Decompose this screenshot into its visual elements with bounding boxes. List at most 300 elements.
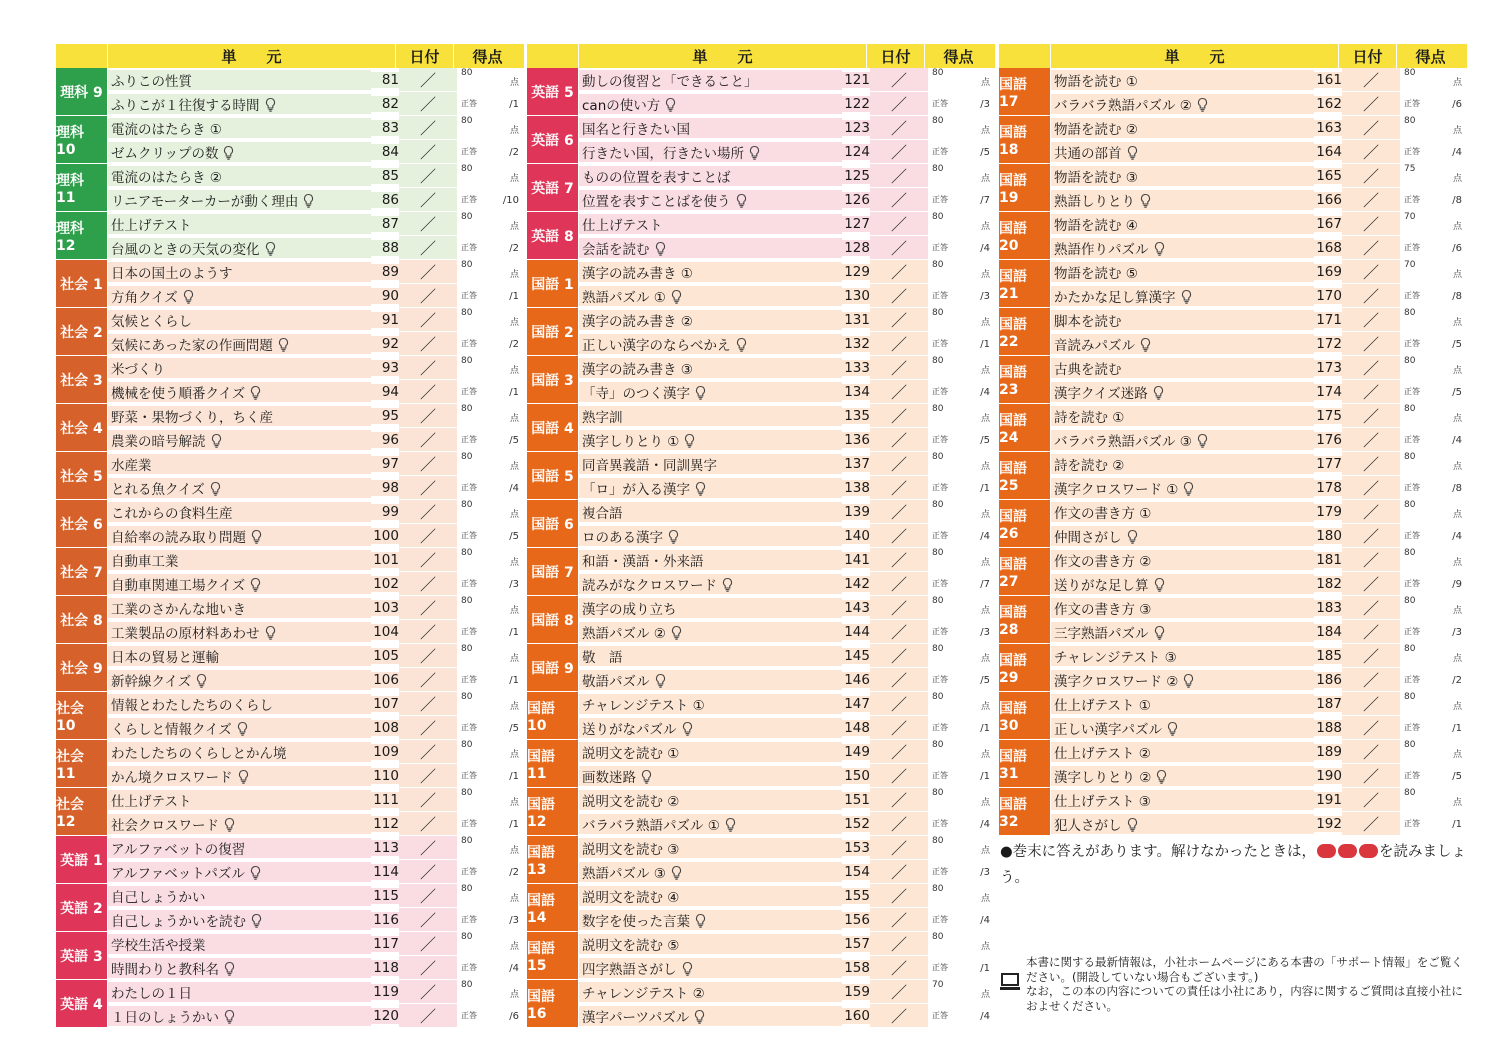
date-field[interactable]: ／ — [399, 452, 457, 475]
date-field[interactable]: ／ — [1342, 596, 1400, 619]
score-field[interactable] — [457, 477, 524, 500]
score-field[interactable] — [1400, 644, 1467, 668]
date-field[interactable]: ／ — [399, 548, 457, 571]
date-field[interactable]: ／ — [1342, 68, 1400, 91]
date-field[interactable]: ／ — [1342, 380, 1400, 403]
score-field[interactable] — [457, 404, 524, 428]
score-field[interactable] — [1400, 356, 1467, 380]
page-number: 115 — [371, 888, 399, 904]
page-number: 124 — [842, 144, 870, 160]
score-field[interactable] — [928, 477, 995, 500]
page-number: 89 — [371, 264, 399, 280]
date-field[interactable]: ／ — [1342, 692, 1400, 715]
score-field[interactable] — [457, 452, 524, 476]
score-field[interactable] — [928, 957, 995, 980]
date-field[interactable]: ／ — [870, 908, 928, 931]
score-field[interactable] — [457, 308, 524, 332]
max-score: 80 — [461, 884, 473, 894]
date-field[interactable]: ／ — [870, 764, 928, 787]
date-field[interactable]: ／ — [870, 92, 928, 115]
max-score: 80 — [461, 452, 473, 462]
date-field[interactable]: ／ — [870, 1004, 928, 1027]
score-field[interactable] — [457, 189, 524, 212]
score-field[interactable] — [1400, 765, 1467, 788]
score-field[interactable] — [928, 141, 995, 164]
score-field[interactable] — [457, 285, 524, 308]
unit-block — [527, 164, 995, 212]
lightbulb-icon — [277, 337, 290, 352]
lightbulb-icon — [664, 97, 677, 112]
score-field[interactable] — [928, 404, 995, 428]
score-field[interactable] — [1400, 116, 1467, 140]
date-field[interactable]: ／ — [870, 116, 928, 139]
lesson-title: 機械を使う順番クイズ — [108, 382, 371, 402]
lesson-title: 行きたい国，行きたい場所 — [579, 142, 842, 162]
score-field[interactable] — [928, 164, 995, 188]
score-field[interactable] — [1400, 669, 1467, 692]
score-field[interactable] — [928, 452, 995, 476]
score-field[interactable] — [928, 260, 995, 284]
score-field[interactable] — [928, 669, 995, 692]
date-field[interactable]: ／ — [1342, 260, 1400, 283]
score-field[interactable] — [1400, 621, 1467, 644]
page-number: 84 — [371, 144, 399, 160]
date-field[interactable]: ／ — [1342, 308, 1400, 331]
date-field[interactable]: ／ — [399, 860, 457, 883]
lightbulb-icon — [249, 385, 262, 400]
date-field[interactable]: ／ — [870, 236, 928, 259]
score-field[interactable] — [1400, 68, 1467, 92]
lesson-title: 四字熟語さがし — [579, 958, 842, 978]
date-field[interactable]: ／ — [870, 212, 928, 235]
score-field[interactable] — [1400, 164, 1467, 188]
date-field[interactable]: ／ — [399, 884, 457, 907]
score-field[interactable] — [1400, 692, 1467, 716]
date-field[interactable]: ／ — [870, 860, 928, 883]
date-field[interactable]: ／ — [1342, 212, 1400, 235]
date-field[interactable]: ／ — [870, 716, 928, 739]
date-field[interactable]: ／ — [399, 956, 457, 979]
unit-block — [999, 404, 1467, 452]
date-field[interactable]: ／ — [870, 164, 928, 187]
date-field[interactable]: ／ — [1342, 788, 1400, 811]
score-field[interactable] — [928, 980, 995, 1004]
lightbulb-icon — [1139, 193, 1152, 208]
date-field[interactable]: ／ — [870, 500, 928, 523]
lesson-row — [579, 644, 995, 668]
date-field[interactable]: ／ — [870, 836, 928, 859]
date-field[interactable]: ／ — [870, 620, 928, 643]
date-field[interactable]: ／ — [1342, 284, 1400, 307]
score-field[interactable] — [928, 717, 995, 740]
score-field[interactable] — [457, 644, 524, 668]
date-field[interactable]: ／ — [870, 812, 928, 835]
lesson-row — [108, 236, 524, 260]
score-field[interactable] — [1400, 260, 1467, 284]
header-date: 日付 — [867, 44, 925, 68]
date-field[interactable]: ／ — [870, 596, 928, 619]
lesson-row — [1051, 404, 1467, 428]
score-field[interactable] — [457, 932, 524, 956]
date-field[interactable]: ／ — [399, 380, 457, 403]
date-field[interactable]: ／ — [870, 956, 928, 979]
score-field[interactable] — [457, 429, 524, 452]
page-number: 99 — [371, 504, 399, 520]
point-unit: 点 — [509, 270, 519, 280]
score-field[interactable] — [457, 68, 524, 92]
score-field[interactable] — [1400, 404, 1467, 428]
date-field[interactable]: ／ — [870, 644, 928, 667]
score-field[interactable] — [457, 692, 524, 716]
score-field[interactable] — [1400, 477, 1467, 500]
unit-block — [999, 500, 1467, 548]
score-field[interactable] — [1400, 452, 1467, 476]
unit-block — [56, 68, 524, 116]
score-field[interactable] — [457, 621, 524, 644]
lesson-title: ふりこが１往復する時間 — [108, 94, 371, 114]
date-field[interactable]: ／ — [1342, 116, 1400, 139]
page-number: 83 — [371, 120, 399, 136]
score-field[interactable] — [1400, 237, 1467, 260]
score-field[interactable] — [457, 765, 524, 788]
date-field[interactable]: ／ — [399, 500, 457, 523]
score-field[interactable] — [928, 861, 995, 884]
date-field[interactable]: ／ — [1342, 524, 1400, 547]
date-field[interactable]: ／ — [1342, 428, 1400, 451]
date-field[interactable]: ／ — [399, 932, 457, 955]
lesson-title: canの使い方 — [579, 94, 842, 114]
date-field[interactable]: ／ — [870, 788, 928, 811]
date-field[interactable]: ／ — [870, 428, 928, 451]
max-score: 70 — [932, 980, 944, 990]
date-field[interactable]: ／ — [1342, 500, 1400, 523]
score-field[interactable] — [457, 260, 524, 284]
score-field[interactable] — [928, 308, 995, 332]
score-field[interactable] — [1400, 548, 1467, 572]
page-number: 141 — [842, 552, 870, 568]
date-field[interactable]: ／ — [399, 236, 457, 259]
lesson-title: 敬語パズル — [579, 670, 842, 690]
date-field[interactable]: ／ — [870, 68, 928, 91]
score-field[interactable] — [928, 932, 995, 956]
score-field[interactable] — [457, 116, 524, 140]
page-number: 125 — [842, 168, 870, 184]
score-field[interactable] — [928, 1005, 995, 1028]
date-field[interactable]: ／ — [399, 68, 457, 91]
date-field[interactable]: ／ — [399, 572, 457, 595]
score-field[interactable] — [928, 333, 995, 356]
score-field[interactable] — [457, 212, 524, 236]
date-field[interactable]: ／ — [399, 596, 457, 619]
score-field[interactable] — [928, 93, 995, 116]
unit-block — [527, 548, 995, 596]
score-field[interactable] — [1400, 93, 1467, 116]
score-field[interactable] — [457, 93, 524, 116]
score-field[interactable] — [457, 788, 524, 812]
date-field[interactable]: ／ — [870, 260, 928, 283]
score-field[interactable] — [457, 237, 524, 260]
date-field[interactable]: ／ — [399, 332, 457, 355]
date-field[interactable]: ／ — [870, 692, 928, 715]
score-field[interactable] — [457, 669, 524, 692]
date-field[interactable]: ／ — [870, 740, 928, 763]
score-field[interactable] — [457, 141, 524, 164]
page-number: 155 — [842, 888, 870, 904]
score-field[interactable] — [457, 596, 524, 620]
max-score: 80 — [461, 404, 473, 414]
page-number: 191 — [1314, 792, 1342, 808]
date-field[interactable]: ／ — [870, 404, 928, 427]
date-field[interactable]: ／ — [399, 116, 457, 139]
date-field[interactable]: ／ — [870, 308, 928, 331]
date-field[interactable]: ／ — [1342, 236, 1400, 259]
score-field[interactable] — [928, 189, 995, 212]
struggle-label: 正答 — [932, 434, 948, 444]
score-field[interactable] — [457, 884, 524, 908]
struggle-label: 正答 — [461, 194, 477, 204]
score-field[interactable] — [1400, 717, 1467, 740]
date-field[interactable]: ／ — [399, 260, 457, 283]
lesson-row — [108, 92, 524, 116]
date-field[interactable]: ／ — [870, 140, 928, 163]
date-field[interactable]: ／ — [870, 188, 928, 211]
score-field[interactable] — [457, 548, 524, 572]
score-field[interactable] — [928, 116, 995, 140]
score-field[interactable] — [928, 212, 995, 236]
date-field[interactable]: ／ — [399, 308, 457, 331]
lesson-row — [108, 980, 524, 1004]
score-field[interactable] — [457, 356, 524, 380]
score-field[interactable] — [928, 765, 995, 788]
question-count: /4 — [509, 962, 519, 974]
score-field[interactable] — [928, 237, 995, 260]
score-field[interactable] — [1400, 525, 1467, 548]
date-field[interactable]: ／ — [1342, 332, 1400, 355]
date-field[interactable]: ／ — [1342, 476, 1400, 499]
lesson-row — [1051, 68, 1467, 92]
score-field[interactable] — [928, 381, 995, 404]
score-field[interactable] — [1400, 596, 1467, 620]
score-field[interactable] — [457, 1005, 524, 1028]
score-field[interactable] — [1400, 189, 1467, 212]
score-field[interactable] — [1400, 141, 1467, 164]
date-field[interactable]: ／ — [399, 92, 457, 115]
score-field[interactable] — [1400, 285, 1467, 308]
lesson-row — [108, 404, 524, 428]
date-field[interactable]: ／ — [1342, 740, 1400, 763]
date-field[interactable]: ／ — [399, 716, 457, 739]
score-field[interactable] — [457, 164, 524, 188]
score-field[interactable] — [928, 596, 995, 620]
date-field[interactable]: ／ — [399, 1004, 457, 1027]
score-field[interactable] — [1400, 212, 1467, 236]
date-field[interactable]: ／ — [1342, 764, 1400, 787]
lesson-row — [579, 212, 995, 236]
max-score: 80 — [932, 596, 944, 606]
date-field[interactable]: ／ — [870, 332, 928, 355]
date-field[interactable]: ／ — [870, 380, 928, 403]
score-field[interactable] — [928, 644, 995, 668]
lesson-row — [579, 692, 995, 716]
unit-block — [527, 740, 995, 788]
score-field[interactable] — [928, 285, 995, 308]
score-field[interactable] — [1400, 381, 1467, 404]
score-field[interactable] — [928, 68, 995, 92]
lesson-title: 熟字訓 — [579, 406, 842, 426]
score-field[interactable] — [928, 884, 995, 908]
score-field[interactable] — [1400, 429, 1467, 452]
score-field[interactable] — [457, 836, 524, 860]
score-field[interactable] — [457, 717, 524, 740]
date-field[interactable]: ／ — [399, 644, 457, 667]
date-field[interactable]: ／ — [399, 908, 457, 931]
date-field[interactable]: ／ — [399, 164, 457, 187]
date-field[interactable]: ／ — [870, 476, 928, 499]
score-field[interactable] — [928, 788, 995, 812]
date-field[interactable]: ／ — [1342, 716, 1400, 739]
date-field[interactable]: ／ — [399, 836, 457, 859]
score-field[interactable] — [1400, 333, 1467, 356]
score-field[interactable] — [457, 813, 524, 836]
date-field[interactable]: ／ — [399, 428, 457, 451]
score-field[interactable] — [457, 957, 524, 980]
date-field[interactable]: ／ — [870, 932, 928, 955]
score-field[interactable] — [928, 500, 995, 524]
score-field[interactable] — [928, 548, 995, 572]
date-field[interactable]: ／ — [1342, 92, 1400, 115]
lesson-row — [1051, 572, 1467, 596]
score-field[interactable] — [457, 573, 524, 596]
date-field[interactable]: ／ — [1342, 644, 1400, 667]
unit-block — [56, 404, 524, 452]
date-field[interactable]: ／ — [399, 668, 457, 691]
score-field[interactable] — [928, 813, 995, 836]
date-field[interactable]: ／ — [870, 356, 928, 379]
date-field[interactable]: ／ — [399, 692, 457, 715]
date-field[interactable]: ／ — [1342, 404, 1400, 427]
score-field[interactable] — [1400, 813, 1467, 836]
struggle-label: 正答 — [932, 482, 948, 492]
unit-tag: 国語 14 — [527, 884, 579, 931]
max-score: 80 — [932, 788, 944, 798]
date-field[interactable]: ／ — [399, 404, 457, 427]
date-field[interactable]: ／ — [1342, 452, 1400, 475]
page-number: 105 — [371, 648, 399, 664]
date-field[interactable]: ／ — [870, 980, 928, 1003]
score-field[interactable] — [457, 909, 524, 932]
lightbulb-icon — [1126, 529, 1139, 544]
date-field[interactable]: ／ — [870, 284, 928, 307]
lesson-row — [579, 500, 995, 524]
score-field[interactable] — [1400, 740, 1467, 764]
lesson-row — [579, 740, 995, 764]
score-field[interactable] — [457, 740, 524, 764]
lightbulb-icon — [1196, 433, 1209, 448]
score-field[interactable] — [457, 333, 524, 356]
date-field[interactable]: ／ — [1342, 620, 1400, 643]
score-field[interactable] — [928, 429, 995, 452]
date-field[interactable]: ／ — [399, 212, 457, 235]
date-field[interactable]: ／ — [870, 884, 928, 907]
lesson-row — [579, 68, 995, 92]
score-field[interactable] — [928, 836, 995, 860]
unit-block — [527, 308, 995, 356]
unit-block — [527, 404, 995, 452]
score-field[interactable] — [1400, 573, 1467, 596]
question-count: /4 — [980, 914, 990, 926]
date-field[interactable]: ／ — [870, 524, 928, 547]
max-score: 80 — [461, 596, 473, 606]
date-field[interactable]: ／ — [1342, 356, 1400, 379]
date-field[interactable]: ／ — [399, 620, 457, 643]
lesson-row — [579, 956, 995, 980]
date-field[interactable]: ／ — [399, 356, 457, 379]
date-field[interactable]: ／ — [1342, 188, 1400, 211]
max-score: 80 — [461, 740, 473, 750]
date-field[interactable]: ／ — [870, 572, 928, 595]
date-field[interactable]: ／ — [1342, 572, 1400, 595]
date-field[interactable]: ／ — [399, 740, 457, 763]
score-field[interactable] — [457, 500, 524, 524]
date-field[interactable]: ／ — [399, 284, 457, 307]
score-field[interactable] — [928, 621, 995, 644]
date-field[interactable]: ／ — [399, 764, 457, 787]
date-field[interactable]: ／ — [1342, 812, 1400, 835]
score-field[interactable] — [928, 356, 995, 380]
lesson-title: 自己しょうかい — [108, 886, 371, 906]
question-count: /5 — [509, 434, 519, 446]
date-field[interactable]: ／ — [399, 788, 457, 811]
date-field[interactable]: ／ — [399, 476, 457, 499]
score-field[interactable] — [1400, 500, 1467, 524]
score-field[interactable] — [1400, 788, 1467, 812]
score-field[interactable] — [928, 573, 995, 596]
page-number: 81 — [371, 72, 399, 88]
score-field[interactable] — [457, 980, 524, 1004]
date-field[interactable]: ／ — [399, 812, 457, 835]
score-field[interactable] — [928, 692, 995, 716]
lesson-title: 説明文を読む ① — [579, 742, 842, 762]
score-field[interactable] — [928, 740, 995, 764]
date-field[interactable]: ／ — [870, 452, 928, 475]
unit-tag: 国語 11 — [527, 740, 579, 787]
date-field[interactable]: ／ — [1342, 548, 1400, 571]
date-field[interactable]: ／ — [1342, 140, 1400, 163]
lesson-title: 作文の書き方 ② — [1051, 550, 1314, 570]
score-field[interactable] — [457, 525, 524, 548]
score-field[interactable] — [928, 525, 995, 548]
score-field[interactable] — [1400, 308, 1467, 332]
max-score: 80 — [932, 884, 944, 894]
lesson-title: 日本の国土のようす — [108, 262, 371, 282]
date-field[interactable]: ／ — [399, 524, 457, 547]
date-field[interactable]: ／ — [399, 140, 457, 163]
date-field[interactable]: ／ — [870, 548, 928, 571]
date-field[interactable]: ／ — [870, 668, 928, 691]
date-field[interactable]: ／ — [399, 980, 457, 1003]
lightbulb-icon — [670, 625, 683, 640]
score-field[interactable] — [457, 861, 524, 884]
header-unit: 単 元 — [108, 44, 396, 68]
date-field[interactable]: ／ — [1342, 164, 1400, 187]
lesson-title: バラバラ熟語パズル ③ — [1051, 430, 1314, 450]
lesson-title: かたかな足し算漢字 — [1051, 286, 1314, 306]
lesson-title: アルファベットパズル — [108, 862, 371, 882]
score-field[interactable] — [928, 909, 995, 932]
score-field[interactable] — [457, 381, 524, 404]
date-field[interactable]: ／ — [399, 188, 457, 211]
date-field[interactable]: ／ — [1342, 668, 1400, 691]
